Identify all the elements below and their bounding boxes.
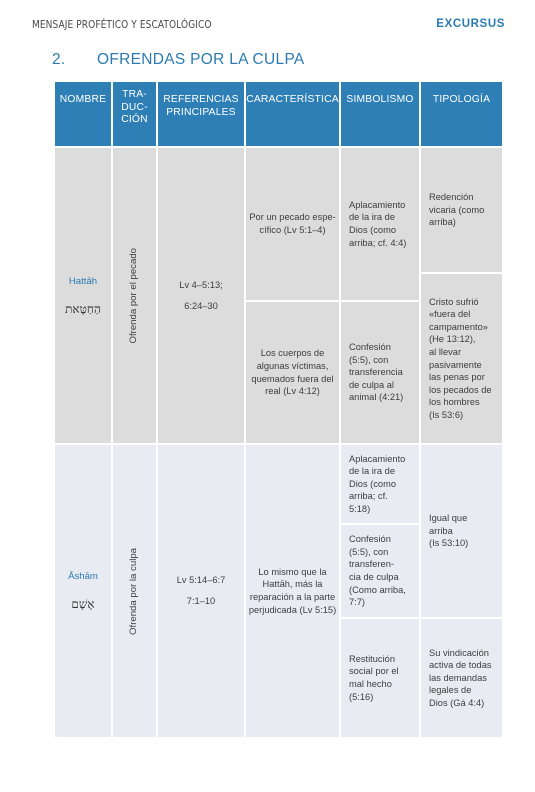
- asham-simbolismo-1: Aplacamiento de la ira de Dios (como arriba; cf. 5:18): [341, 445, 419, 523]
- asham-tipologia-2: Su vindicación activa de todas las demandas legales de Dios (Gá 4:4): [421, 619, 502, 737]
- hattah-simbolismo-2: Confesión (5:5), con transferencia de culpa al animal (4:21): [341, 302, 419, 443]
- asham-simbolismo-3: Restitución social por el mal hecho (5:16): [341, 619, 419, 737]
- asham-translation: Ofrenda por la culpa: [128, 547, 140, 635]
- hattah-ref-1: Lv 4–5:13;: [179, 279, 223, 290]
- asham-simbolismo-2: Confesión (5:5), con transferen- cia de culpa (Como arriba, 7:7): [341, 525, 419, 617]
- header-traduccion: [113, 82, 156, 146]
- header-tipologia: [421, 82, 502, 146]
- header-nombre-text: NOMBRE: [59, 94, 107, 105]
- header-caracteristica-text: CARACTERÍSTICA: [246, 94, 339, 105]
- asham-name-cell: [55, 445, 111, 737]
- header-simbolismo: [341, 82, 419, 146]
- header-caracteristica: [246, 82, 339, 146]
- hattah-caracteristica-2: Los cuerpos de algunas víctimas, quemados fuera del real (Lv 4:12): [246, 302, 339, 443]
- header-referencias-text: REFERENCIAS PRINCIPALES: [163, 94, 239, 118]
- hattah-caracteristica-1: Por un pecado espe- cífico (Lv 5:1–4): [246, 148, 339, 300]
- hattah-tipologia-2: Cristo sufrió «fuera del campamento» (He 13:12), al llevar pasivamente las penas por los pecados de los hombres (Is 53:6): [421, 274, 502, 443]
- asham-translation-cell: [113, 445, 156, 737]
- running-head-section-label: EXCURSUS: [436, 18, 505, 30]
- section-number: 2.: [52, 51, 66, 68]
- asham-refs-cell: [158, 445, 244, 737]
- asham-tipologia-1: Igual que arriba (Is 53:10): [421, 445, 502, 617]
- hattah-ref-2: 6:24–30: [184, 300, 218, 311]
- asham-name: Āshām: [68, 571, 98, 583]
- hattah-translation-cell: [113, 148, 156, 443]
- hattah-name: Hattāh: [68, 275, 98, 287]
- asham-ref-2: 7:1–10: [186, 596, 216, 606]
- running-head-book-title: MENSAJE PROFÉTICO Y ESCATOLÓGICO: [32, 19, 212, 31]
- asham-ref-1: Lv 5:14–6:7: [176, 575, 226, 585]
- hattah-simbolismo-1: Aplacamiento de la ira de Dios (como arriba; cf. 4:4): [341, 148, 419, 300]
- hattah-tipologia-1: Redención vicaria (como arriba): [421, 148, 502, 272]
- asham-hebrew: אָשָׁם: [71, 597, 95, 611]
- hattah-hebrew: הַחַטָּאת: [65, 301, 101, 316]
- header-nombre: [55, 82, 111, 146]
- asham-caracteristica: Lo mismo que la Hattāh, más la reparación a la parte perjudicada (Lv 5:15): [246, 445, 339, 737]
- header-traduccion-text: TRA- DUC- CIÓN: [121, 89, 148, 125]
- hattah-name-cell: [55, 148, 111, 443]
- header-simbolismo-text: SIMBOLISMO: [346, 94, 414, 105]
- hattah-translation: Ofrenda por el pecado: [128, 247, 140, 344]
- header-tipologia-text: TIPOLOGÍA: [432, 94, 491, 105]
- header-referencias: [158, 82, 244, 146]
- section-title-text: OFRENDAS POR LA CULPA: [97, 51, 305, 68]
- section-title: [52, 51, 305, 69]
- hattah-refs-cell: [158, 148, 244, 443]
